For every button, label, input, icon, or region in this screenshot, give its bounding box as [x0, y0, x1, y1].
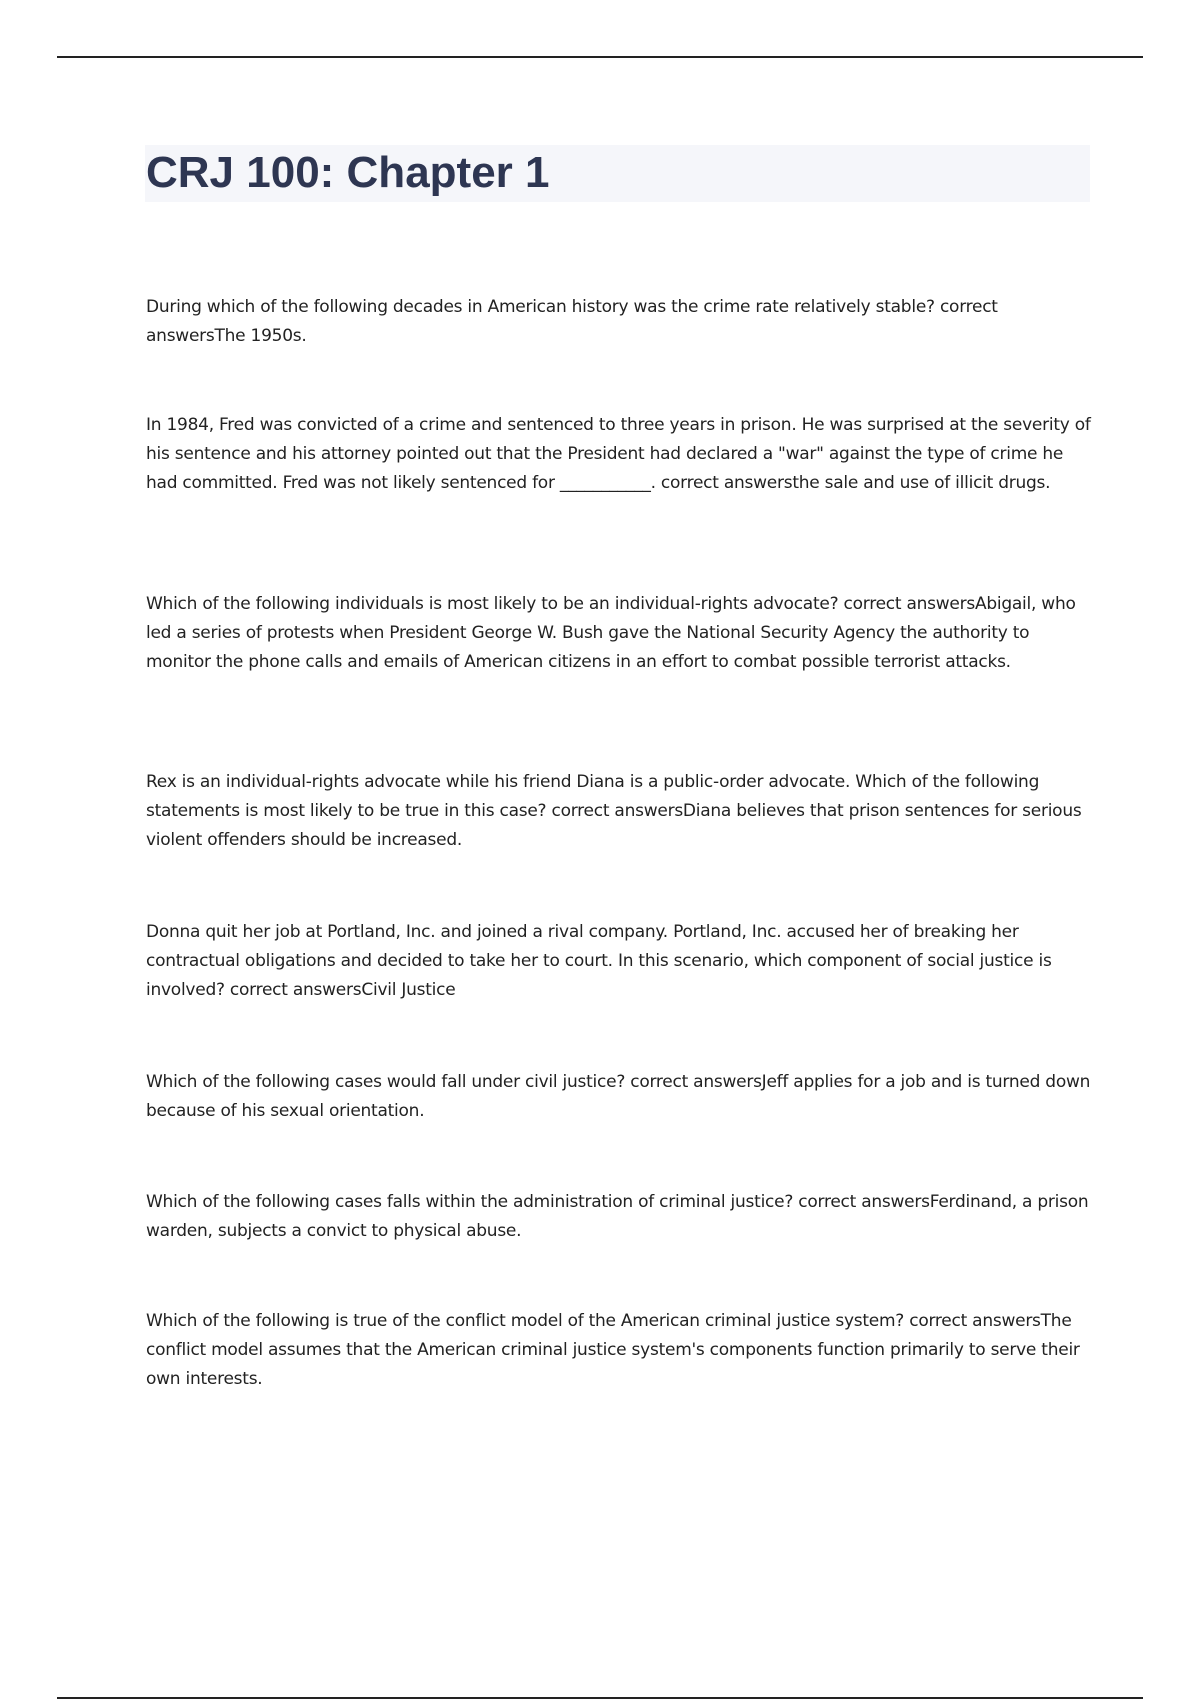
- qa-item-8: Which of the following is true of the conflict model of the American criminal justice system? correct answersThe conflict model assumes that the American criminal justice system's components function primarily to serve their own interests.: [146, 1311, 1080, 1389]
- qa-item-2: In 1984, Fred was convicted of a crime and sentenced to three years in prison. He was surprised at the severity of his sentence and his attorney pointed out that the President had declared a "war" against the type of crime he had committed. Fred was not likely sentenced for ___________. correct answersthe sale and use of illicit drugs.: [146, 415, 1091, 493]
- document-title: CRJ 100: Chapter 1: [146, 148, 550, 197]
- header-rule: [57, 56, 1143, 58]
- qa-item-6: Which of the following cases would fall under civil justice? correct answersJeff applies for a job and is turned down because of his sexual orientation.: [146, 1072, 1091, 1121]
- qa-item-7: Which of the following cases falls within the administration of criminal justice? correct answersFerdinand, a prison warden, subjects a convict to physical abuse.: [146, 1192, 1089, 1241]
- qa-item-5: Donna quit her job at Portland, Inc. and joined a rival company. Portland, Inc. accused her of breaking her contractual obligations and decided to take her to court. In this scenario, which component of social justice is involved? correct answersCivil Justice: [146, 922, 1052, 1000]
- footer-rule: [57, 1697, 1143, 1699]
- qa-item-3: Which of the following individuals is most likely to be an individual-rights advocate? correct answersAbigail, who led a series of protests when President George W. Bush gave the National Security Agency the authority to monitor the phone calls and emails of American citizens in an effort to combat possible terrorist attacks.: [146, 594, 1076, 672]
- qa-item-4: Rex is an individual-rights advocate while his friend Diana is a public-order advocate. Which of the following statements is most likely to be true in this case? correct answersDiana believes that prison sentences for serious violent offenders should be increased.: [146, 772, 1082, 850]
- qa-item-1: During which of the following decades in American history was the crime rate relatively stable? correct answersThe 1950s.: [146, 297, 998, 346]
